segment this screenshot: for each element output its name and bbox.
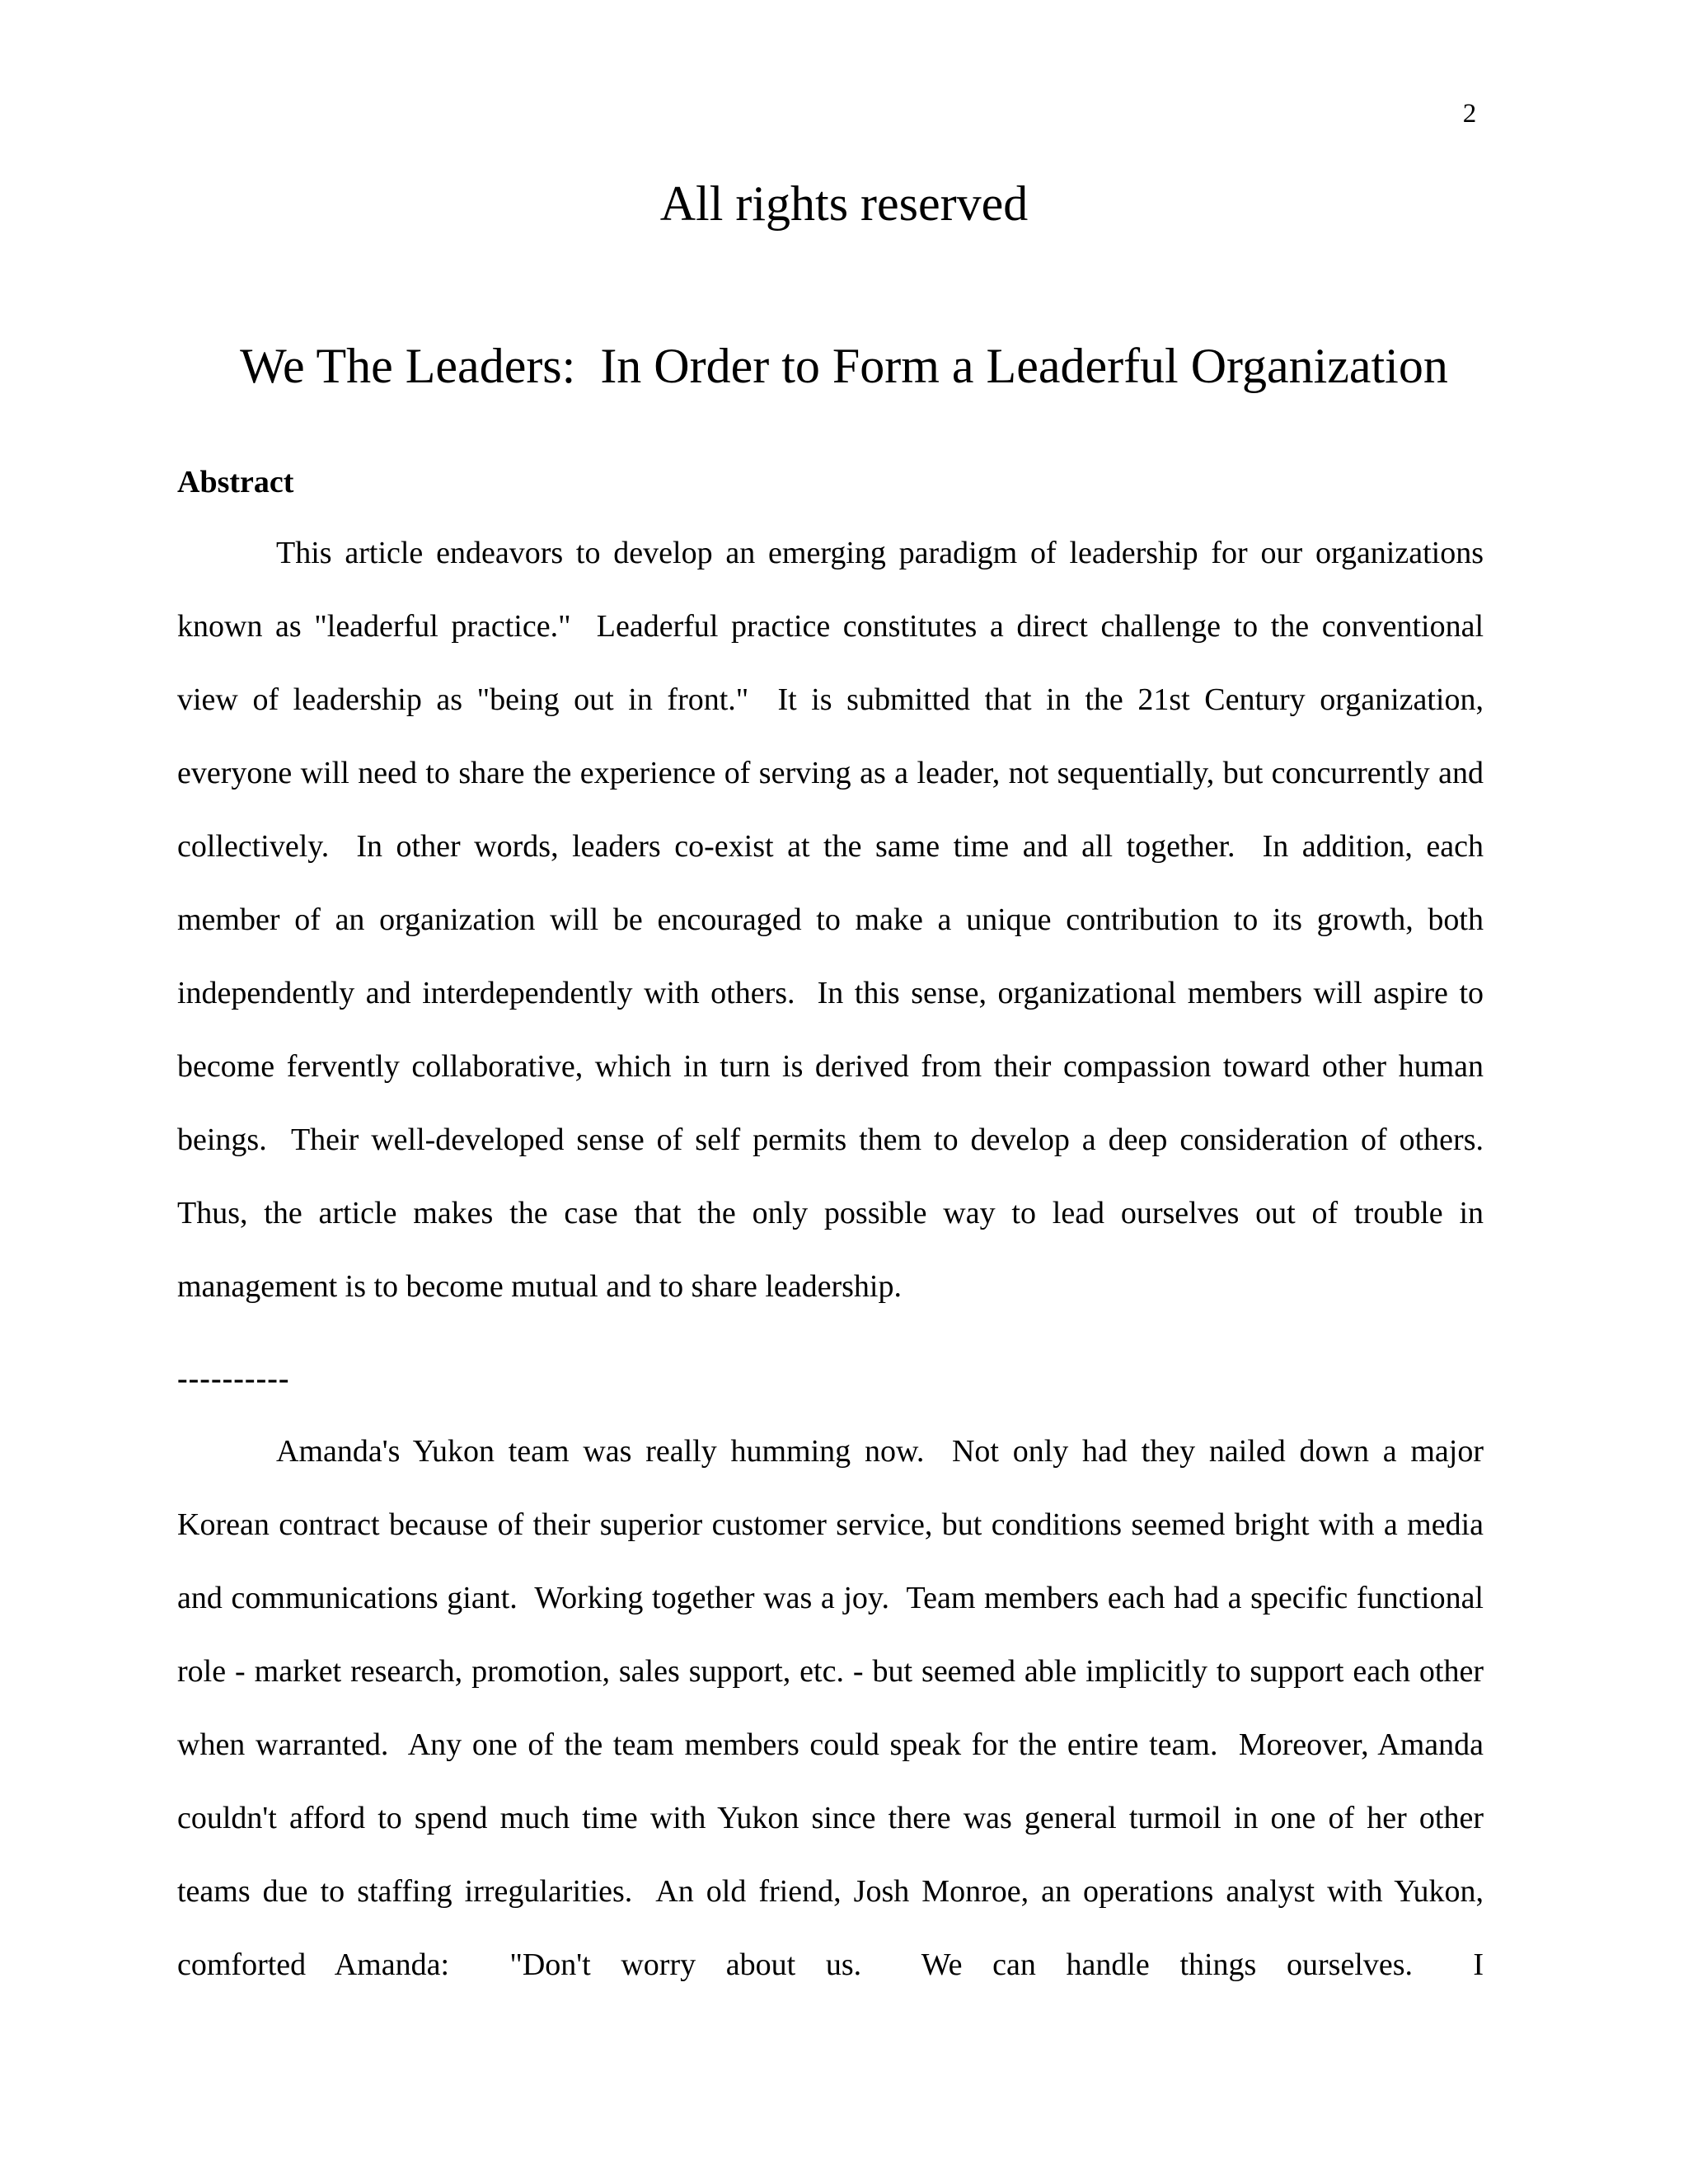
page-number: 2 [1462, 99, 1477, 129]
document-title: We The Leaders: In Order to Form a Leaderful Organization [240, 339, 1448, 393]
abstract-heading: Abstract [177, 465, 294, 499]
section-separator: ---------- [177, 1361, 290, 1396]
abstract-paragraph: This article endeavors to develop an emerging paradigm of leadership for our organizations known as "leaderful practice." Leaderful practice constitutes a direct challenge to the conventional view of leadership as "being out in front." It is submitted that in the 21st Century organization, everyone will need to share the experience of serving as a leader, not sequentially, but concurrently and collectively. In other words, leaders co-exist at the same time and all together. In addition, each member of an organization will be encouraged to make a unique contribution to its growth, both independently and interdependently with others. In this sense, organizational members will aspire to become fervently collaborative, which in turn is derived from their compassion toward other human beings. Their well-developed sense of self permits them to develop a deep consideration of others. Thus, the article makes the case that the only possible way to lead ourselves out of trouble in management is to become mutual and to share leadership. [177, 536, 1499, 1304]
rights-notice: All rights reserved [659, 176, 1029, 231]
body-paragraph-text: Amanda's Yukon team was really humming now. Not only had they nailed down a major Korean contract because of their superior customer service, but conditions seemed bright with a media and communications giant. Working together was a joy. Team members each had a specific functional role - market research, promotion, sales support, etc. - but seemed able implicitly to support each other when warranted. Any one of the team members could speak for the entire team. Moreover, Amanda couldn't afford to spend much time with Yukon since there was general turmoil in one of her other teams due to staffing irregularities. An old friend, Josh Monroe, an operations analyst with Yukon, comforted Amanda: "Don't worry about us. We can handle things ourselves. I [177, 1434, 1492, 1982]
body-paragraph [177, 1415, 1492, 2075]
